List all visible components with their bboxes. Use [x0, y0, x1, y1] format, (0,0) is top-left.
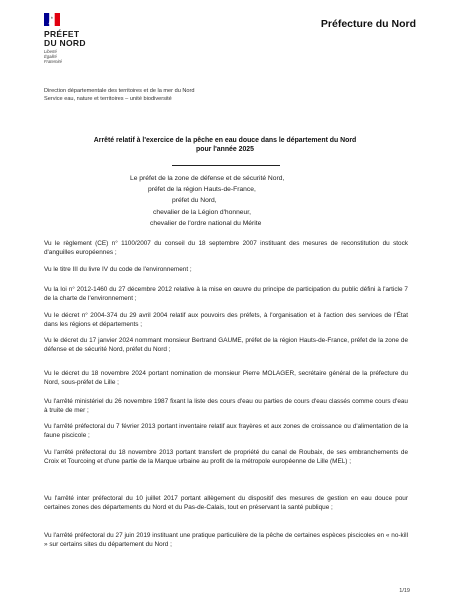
direction-line: Direction départementale des territoires et de la mer du Nord — [44, 88, 195, 94]
title-divider — [172, 165, 280, 166]
arrete-title: Arrêté relatif à l'exercice de la pêche en eau douce dans le département du Nord pour l'année 2025 — [93, 137, 357, 153]
service-line: Service eau, nature et territoires – unité biodiversité — [44, 96, 172, 102]
page-number: 1/19 — [399, 588, 410, 594]
visa-paragraph: Vu le règlement (CE) n° 1100/2007 du conseil du 18 septembre 2007 instituant des mesures de reconstitution du stock d'anguilles européennes ; — [44, 240, 408, 256]
logo-du-nord: DU NORD — [44, 38, 86, 48]
prefet-line: préfet du Nord, — [172, 197, 217, 205]
prefet-line: préfet de la région Hauts-de-France, — [148, 186, 256, 194]
visa-paragraph: Vu l'arrêté inter préfectoral du 10 juillet 2017 portant allègement du dispositif des mesures de gestion en eau douce pour certaines zones des départements du Nord et du Pas-de-Calais, tout en préservant la santé publique ; — [44, 495, 408, 511]
logo-motto: Liberté Égalité Fraternité — [44, 49, 62, 64]
visa-paragraph: Vu le titre III du livre IV du code de l'environnement ; — [44, 266, 192, 273]
prefecture-name: Préfecture du Nord — [320, 18, 416, 30]
prefet-logo — [44, 13, 104, 64]
logo-prefet: PRÉFET — [44, 29, 80, 39]
prefet-line: Le préfet de la zone de défense et de sécurité Nord, — [130, 175, 285, 182]
visa-paragraph: Vu le décret du 17 janvier 2024 nommant monsieur Bertrand GAUME, préfet de la région Hauts-de-France, préfet de la zone de défense et de sécurité Nord, préfet du Nord ; — [44, 337, 408, 353]
marianne-flag-icon — [44, 13, 60, 26]
visa-paragraph: Vu le décret n° 2004-374 du 29 avril 2004 relatif aux pouvoirs des préfets, à l'organisation et à l'action des services de l'État dans les régions et départements ; — [44, 312, 408, 328]
direction-service — [44, 87, 384, 103]
visa-paragraph: Vu l'arrêté préfectoral du 27 juin 2019 instituant une pratique particulière de la pêche de certaines espèces piscicoles en « no-kill » sur certains sites du département du Nord ; — [44, 532, 408, 548]
prefet-line: chevalier de la Légion d'honneur, — [153, 208, 251, 216]
visa-paragraph: Vu l'arrêté préfectoral du 18 novembre 2013 portant transfert de propriété du canal de Roubaix, de ses embranchements de Croix et Tourcoing et d'une partie de la Marque urbaine au profit de la métropole européenne de Lille (MEL) ; — [44, 449, 408, 465]
visa-paragraph: Vu l'arrêté ministériel du 26 novembre 1987 fixant la liste des cours d'eau ou parties de cours d'eau classés comme cours d'eau à truite de mer ; — [44, 398, 408, 414]
prefet-titles — [130, 173, 410, 229]
prefet-line: chevalier de l'ordre national du Mérite — [150, 219, 262, 227]
visa-paragraph: Vu le décret du 18 novembre 2024 portant nomination de monsieur Pierre MOLAGER, secrétaire général de la préfecture du Nord, sous-préfet de Lille ; — [44, 370, 408, 386]
visa-paragraph: Vu la loi n° 2012-1460 du 27 décembre 2012 relative à la mise en œuvre du principe de participation du public défini à l'article 7 de la charte de l'environnement ; — [44, 286, 408, 302]
visa-paragraph: Vu l'arrêté préfectoral du 7 février 2013 portant inventaire relatif aux frayères et aux zones de croissance ou d'alimentation de la faune piscicole ; — [44, 423, 408, 439]
